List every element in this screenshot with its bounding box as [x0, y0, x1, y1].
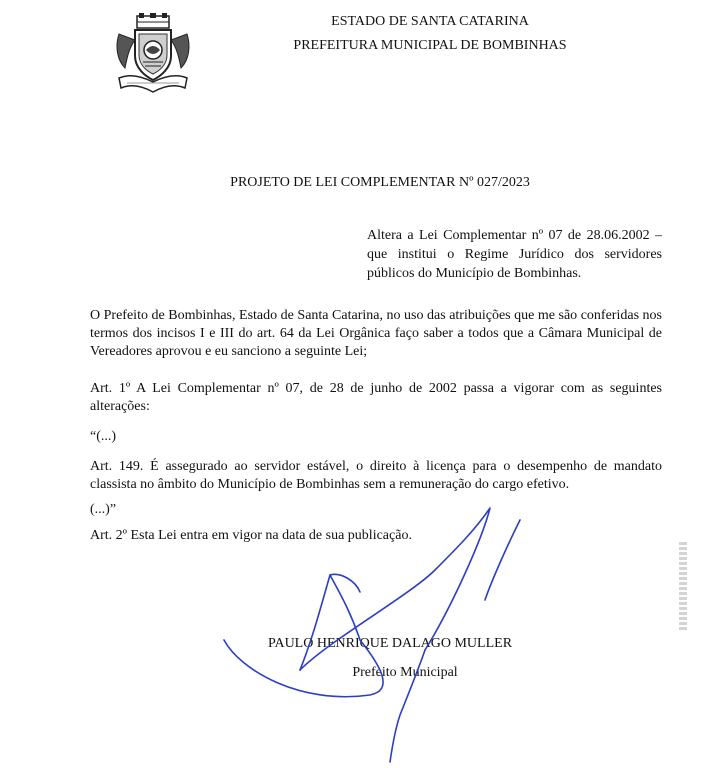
quote-open: “(...) — [90, 429, 117, 444]
state-name: ESTADO DE SANTA CATARINA — [331, 14, 529, 29]
bill-summary: Altera a Lei Complementar nº 07 de 28.06.2002 – que institui o Regime Jurídico dos servidores públicos do Município de Bombinhas. — [367, 228, 662, 281]
coat-of-arms-icon — [113, 12, 193, 96]
quote-close: (...)” — [90, 502, 117, 517]
preamble-paragraph: O Prefeito de Bombinhas, Estado de Santa Catarina, no uso das atribuições que me são conferidas nos termos dos incisos I e III do art. 64 da Lei Orgânica faço saber a todos que a Câmara Municipal de Vereadores aprovou e eu sanciono a seguinte Lei; — [90, 308, 662, 359]
article-1: Art. 1º A Lei Complementar nº 07, de 28 de junho de 2002 passa a vigorar com as seguintes alterações: — [90, 381, 662, 414]
scan-edge-mark — [679, 540, 687, 630]
signer-name: PAULO HENRIQUE DALAGO MULLER — [267, 636, 513, 651]
article-2: Art. 2º Esta Lei entra em vigor na data de sua publicação. — [90, 528, 412, 543]
signer-role: Prefeito Municipal — [352, 665, 458, 680]
article-149: Art. 149. É assegurado ao servidor estável, o direito à licença para o desempenho de mandato classista no âmbito do Município de Bombinhas sem a remuneração do cargo efetivo. — [90, 459, 662, 492]
municipality-name: PREFEITURA MUNICIPAL DE BOMBINHAS — [293, 38, 567, 53]
bill-title: PROJETO DE LEI COMPLEMENTAR Nº 027/2023 — [230, 175, 530, 190]
